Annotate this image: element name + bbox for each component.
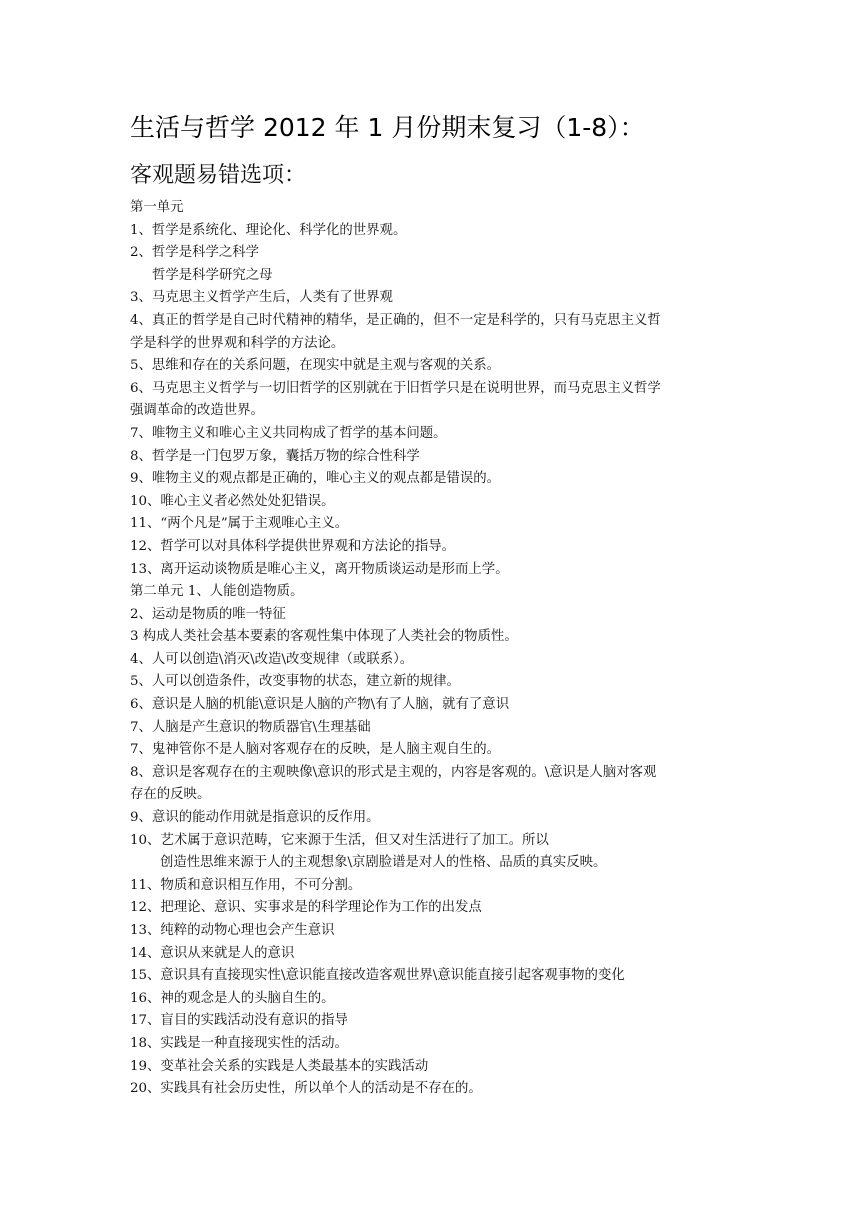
- text-line: 7、唯物主义和唯心主义共同构成了哲学的基本问题。: [130, 425, 447, 441]
- text-line: 3 构成人类社会基本要素的客观性集中体现了人类社会的物质性。: [130, 629, 518, 645]
- text-line: 5、人可以创造条件，改变事物的状态，建立新的规律。: [130, 674, 460, 690]
- text-line: 学是科学的世界观和科学的方法论。: [130, 335, 345, 351]
- text-line: 3、马克思主义哲学产生后，人类有了世界观: [130, 290, 393, 306]
- text-line: 7、鬼神管你不是人脑对客观存在的反映，是人脑主观自生的。: [130, 742, 501, 758]
- text-line: 创造性思维来源于人的主观想象\京剧脸谱是对人的性格、品质的真实反映。: [160, 855, 607, 871]
- unit-heading: 第一单元: [130, 200, 184, 215]
- text-line: 5、思维和存在的关系问题，在现实中就是主观与客观的关系。: [130, 358, 501, 374]
- text-line: 12、把理论、意识、实事求是的科学理论作为工作的出发点: [130, 900, 482, 916]
- text-line: 14、意识从来就是人的意识: [130, 945, 295, 961]
- text-line: 16、神的观念是人的头脑自生的。: [130, 990, 335, 1006]
- text-line: 哲学是科学研究之母: [152, 267, 273, 283]
- text-line: 2、哲学是科学之科学: [130, 245, 260, 261]
- text-line: 20、实践具有社会历史性，所以单个人的活动是不存在的。: [130, 1081, 482, 1097]
- text-line: 12、哲学可以对具体科学提供世界观和方法论的指导。: [130, 538, 456, 554]
- text-line: 4、真正的哲学是自己时代精神的精华，是正确的，但不一定是科学的，只有马克思主义哲: [130, 312, 661, 328]
- text-line: 8、哲学是一门包罗万象，囊括万物的综合性科学: [130, 448, 420, 464]
- text-line: 强调革命的改造世界。: [130, 403, 264, 419]
- text-line: 6、马克思主义哲学与一切旧哲学的区别就在于旧哲学只是在说明世界，而马克思主义哲学: [130, 380, 661, 396]
- text-line: 2、运动是物质的唯一特征: [130, 606, 286, 622]
- text-line: 9、意识的能动作用就是指意识的反作用。: [130, 810, 380, 826]
- text-line: 18、实践是一种直接现实性的活动。: [130, 1035, 348, 1051]
- document-title: 生活与哲学 2012 年 1 月份期末复习（1-8）：: [130, 113, 645, 142]
- text-line: 17、盲目的实践活动没有意识的指导: [130, 1013, 348, 1029]
- document-body: [130, 197, 740, 1101]
- text-line: 19、变革社会关系的实践是人类最基本的实践活动: [130, 1058, 429, 1074]
- section-subtitle: 客观题易错选项：: [130, 163, 307, 188]
- text-line: 4、人可以创造\消灭\改造\改变规律（或联系）。: [130, 651, 414, 667]
- text-line: 7、人脑是产生意识的物质器官\生理基础: [130, 719, 371, 735]
- text-line: 10、唯心主义者必然处处犯错误。: [130, 493, 335, 509]
- text-line: 13、离开运动谈物质是唯心主义，离开物质谈运动是形而上学。: [130, 561, 509, 577]
- unit-heading: 第二单元 1、人能创造物质。: [130, 584, 304, 600]
- text-line: 1、哲学是系统化、理论化、科学化的世界观。: [130, 222, 407, 238]
- text-line: 11、“两个凡是”属于主观唯心主义。: [130, 516, 349, 532]
- text-line: 8、意识是客观存在的主观映像\意识的形式是主观的，内容是客观的。\意识是人脑对客观: [130, 764, 657, 780]
- text-line: 10、艺术属于意识范畴，它来源于生活，但又对生活进行了加工。所以: [130, 832, 549, 848]
- text-line: 15、意识具有直接现实性\意识能直接改造客观世界\意识能直接引起客观事物的变化: [130, 968, 625, 984]
- text-line: 11、物质和意识相互作用，不可分割。: [130, 877, 362, 893]
- text-line: 存在的反映。: [130, 787, 211, 803]
- text-line: 13、纯粹的动物心理也会产生意识: [130, 923, 335, 938]
- text-line: 9、唯物主义的观点都是正确的，唯心主义的观点都是错误的。: [130, 471, 501, 487]
- text-line: 6、意识是人脑的机能\意识是人脑的产物\有了人脑，就有了意识: [130, 697, 510, 713]
